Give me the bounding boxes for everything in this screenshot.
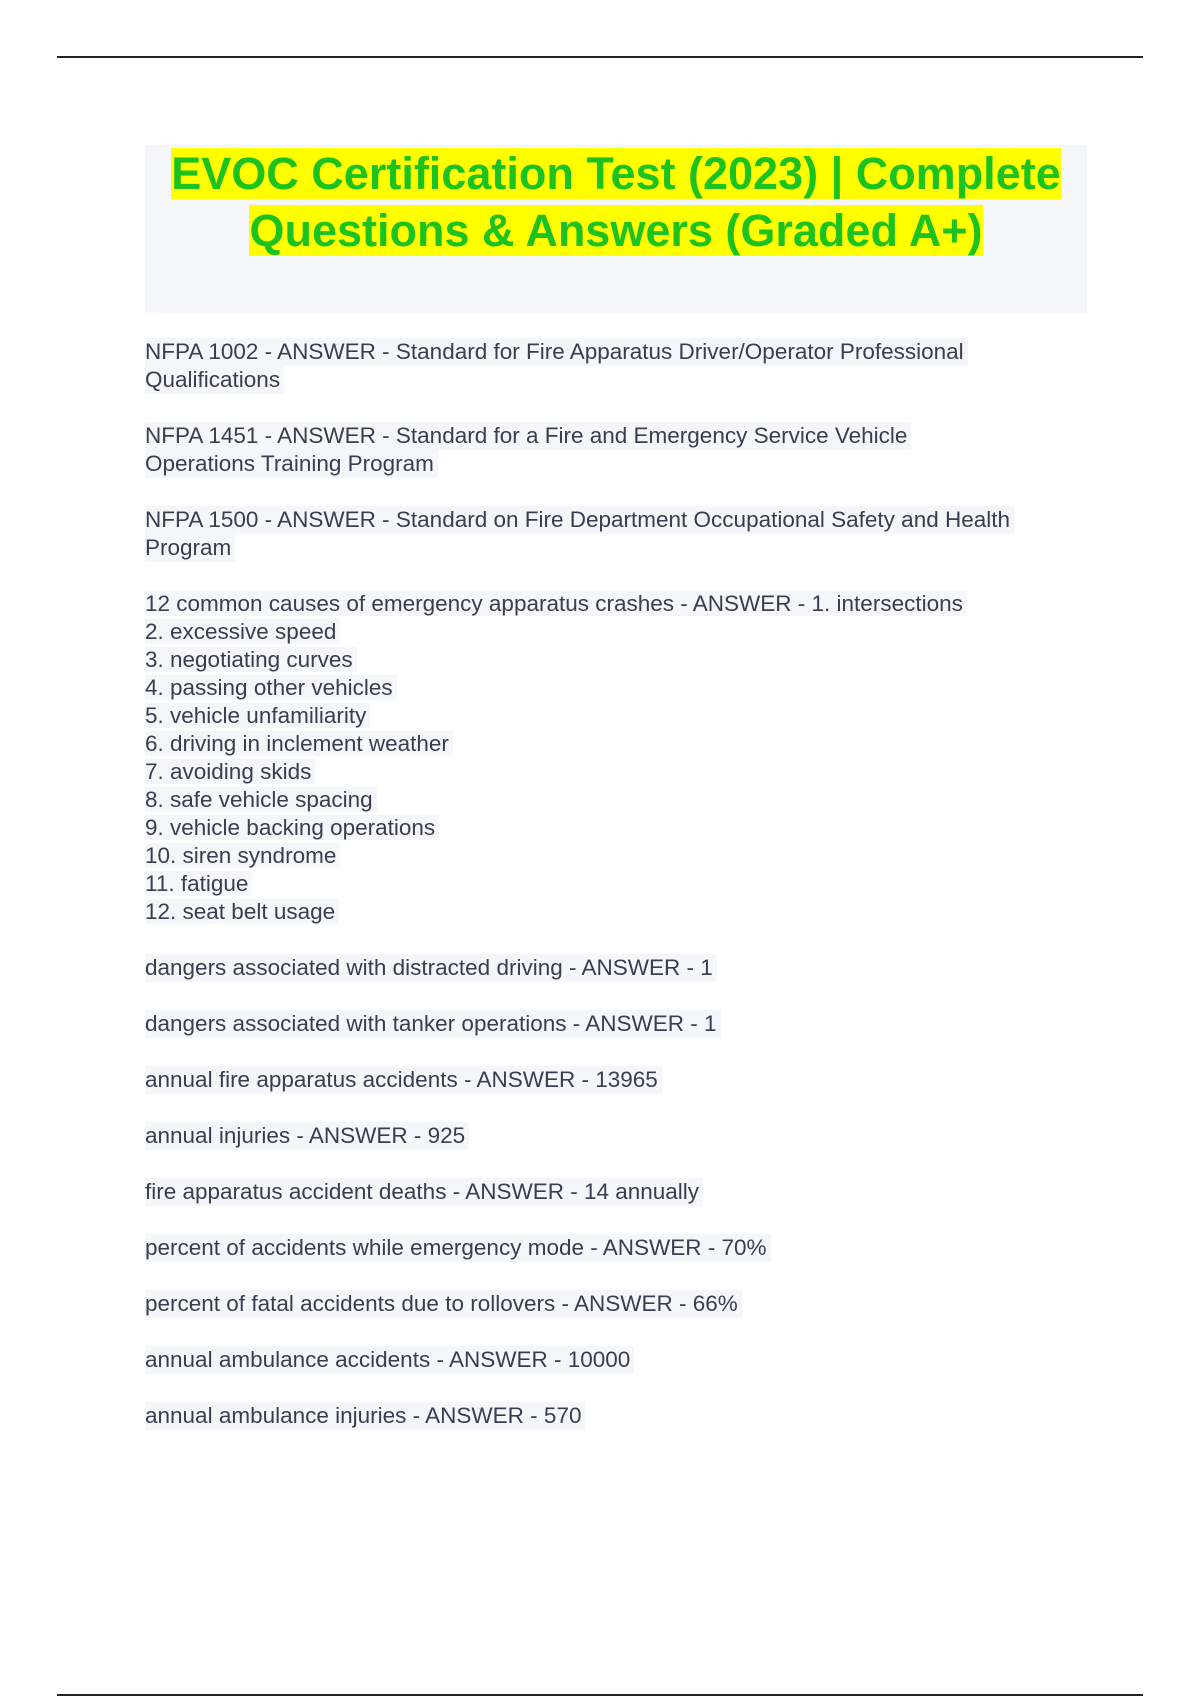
cause-item: 7. avoiding skids — [145, 759, 315, 784]
qa-line: NFPA 1002 - ANSWER - Standard for Fire Apparatus Driver/Operator Professional — [145, 338, 968, 366]
qa-line: Qualifications — [145, 366, 284, 394]
qa-entry — [145, 954, 1090, 982]
cause-item: 9. vehicle backing operations — [145, 815, 439, 840]
qa-entry — [145, 1066, 1090, 1094]
qa-entry — [145, 1234, 1090, 1262]
qa-line: fire apparatus accident deaths - ANSWER - 14 annually — [145, 1178, 703, 1206]
document-title: EVOC Certification Test (2023) | Complete Questions & Answers (Graded A+) — [171, 148, 1061, 256]
qa-line: Program — [145, 534, 235, 562]
qa-entry — [145, 1290, 1090, 1318]
qa-entry — [145, 1178, 1090, 1206]
cause-item: 6. driving in inclement weather — [145, 731, 453, 756]
cause-item: 8. safe vehicle spacing — [145, 787, 377, 812]
qa-line: annual injuries - ANSWER - 925 — [145, 1122, 469, 1150]
qa-line: annual fire apparatus accidents - ANSWER - 13965 — [145, 1066, 662, 1094]
qa-entry — [145, 1402, 1090, 1430]
qa-entry — [145, 506, 1090, 562]
qa-line: percent of fatal accidents due to rollovers - ANSWER - 66% — [145, 1290, 742, 1318]
bottom-rule — [57, 1694, 1143, 1696]
cause-item: 3. negotiating curves — [145, 647, 357, 672]
qa-line: dangers associated with distracted driving - ANSWER - 1 — [145, 954, 717, 982]
cause-item: 11. fatigue — [145, 871, 252, 896]
qa-line: annual ambulance injuries - ANSWER - 570 — [145, 1402, 585, 1430]
qa-line: dangers associated with tanker operations - ANSWER - 1 — [145, 1010, 721, 1038]
qa-line: percent of accidents while emergency mode - ANSWER - 70% — [145, 1234, 771, 1262]
qa-line: Operations Training Program — [145, 450, 438, 478]
qa-line: NFPA 1500 - ANSWER - Standard on Fire Department Occupational Safety and Health — [145, 506, 1014, 534]
qa-entry — [145, 1122, 1090, 1150]
cause-item: 5. vehicle unfamiliarity — [145, 703, 370, 728]
qa-line: NFPA 1451 - ANSWER - Standard for a Fire and Emergency Service Vehicle — [145, 422, 911, 450]
qa-line: annual ambulance accidents - ANSWER - 10000 — [145, 1346, 634, 1374]
cause-item: 12. seat belt usage — [145, 899, 339, 924]
cause-item: 10. siren syndrome — [145, 843, 340, 868]
qa-entry — [145, 422, 1090, 478]
cause-item: 4. passing other vehicles — [145, 675, 397, 700]
causes-question: 12 common causes of emergency apparatus crashes - ANSWER - 1. intersections — [145, 591, 967, 616]
qa-entry — [145, 1010, 1090, 1038]
qa-entry — [145, 338, 1090, 394]
title-block — [145, 145, 1087, 313]
causes-entry — [145, 590, 1090, 926]
qa-content — [145, 338, 1090, 1458]
qa-entry — [145, 1346, 1090, 1374]
cause-item: 2. excessive speed — [145, 619, 340, 644]
top-rule — [57, 56, 1143, 58]
